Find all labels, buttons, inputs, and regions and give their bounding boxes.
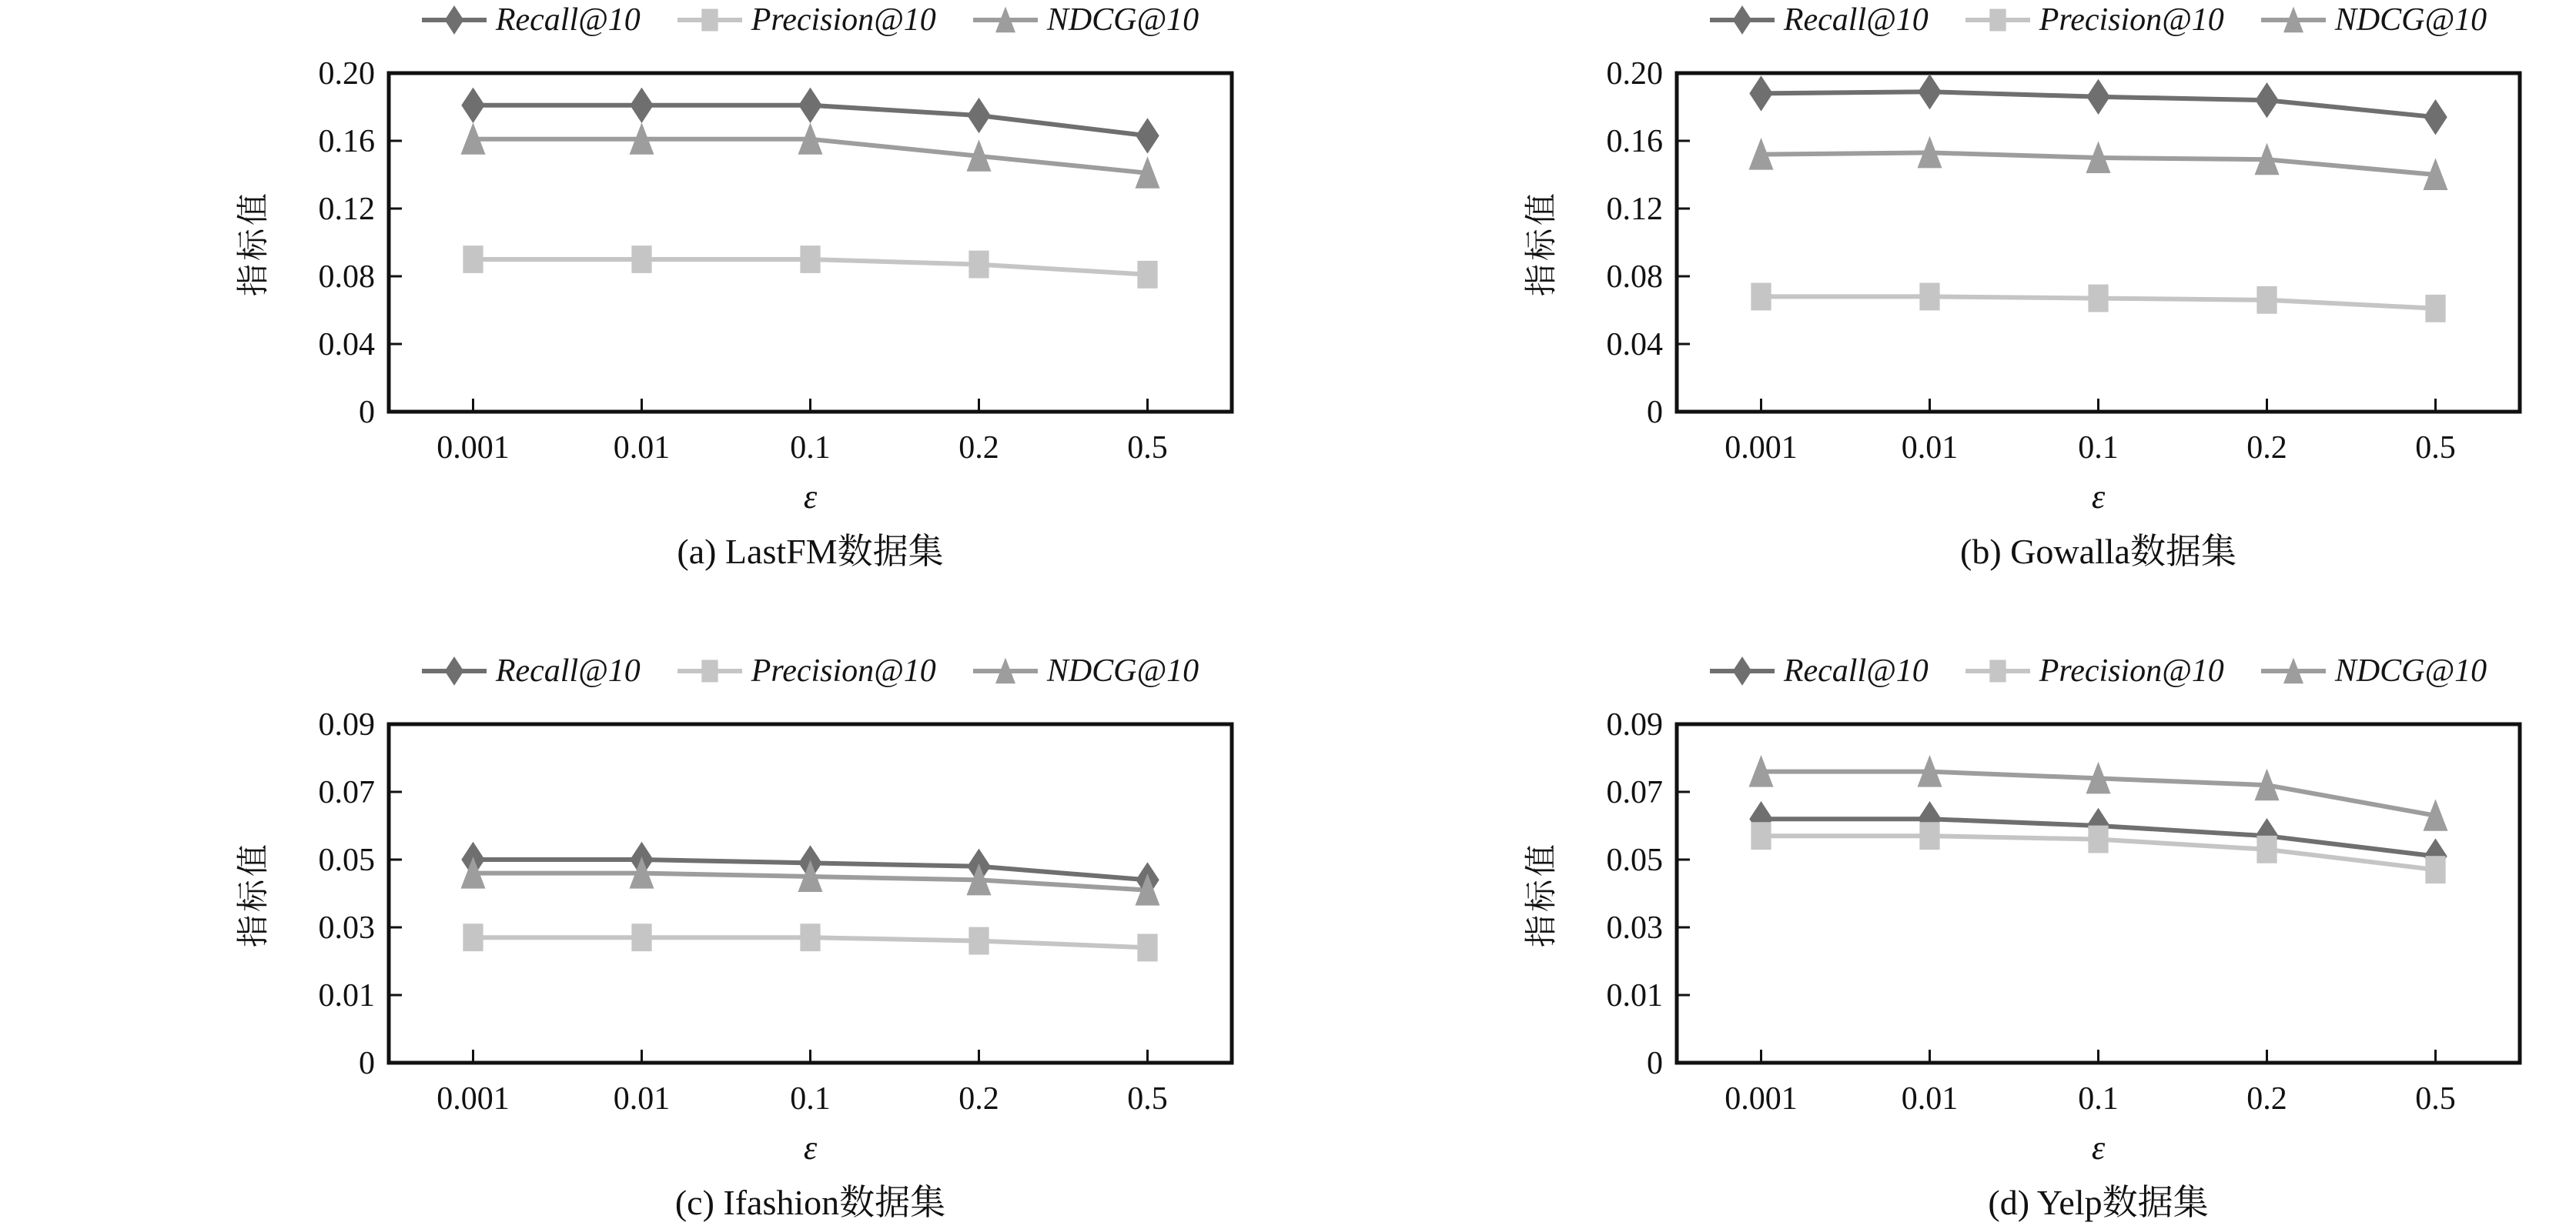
- svg-text:0.20: 0.20: [318, 56, 375, 92]
- legend-label: Recall@10: [1783, 653, 1929, 689]
- panel-lastfm: [0, 0, 1288, 614]
- legend: [389, 0, 1232, 40]
- svg-text:0.1: 0.1: [790, 430, 831, 466]
- legend: [1677, 0, 2520, 40]
- square-marker-icon: [677, 2, 742, 38]
- svg-text:0.16: 0.16: [1606, 124, 1663, 159]
- legend-item-ndcg: [2261, 653, 2487, 689]
- legend-item-recall: [422, 653, 641, 689]
- legend-item-precision: [677, 2, 936, 38]
- line-chart: [0, 690, 1288, 1167]
- panel-caption: (b) Gowalla数据集: [1960, 532, 2236, 571]
- legend-label: NDCG@10: [2334, 2, 2487, 38]
- svg-text:0.001: 0.001: [437, 1081, 510, 1117]
- panel-gowalla: [1288, 0, 2576, 614]
- diamond-marker-icon: [422, 2, 487, 38]
- panel-caption: (a) LastFM数据集: [677, 532, 944, 571]
- square-marker-icon: [677, 653, 742, 689]
- panel-caption: (d) Yelp数据集: [1988, 1183, 2209, 1222]
- legend-item-ndcg: [973, 2, 1199, 38]
- legend-label: Recall@10: [495, 653, 641, 689]
- triangle-marker-icon: [973, 2, 1038, 38]
- legend: [389, 651, 1232, 691]
- svg-text:0.01: 0.01: [1901, 430, 1959, 466]
- legend-item-ndcg: [973, 653, 1199, 689]
- triangle-marker-icon: [2261, 653, 2326, 689]
- svg-text:0.2: 0.2: [958, 430, 999, 466]
- diamond-marker-icon: [1710, 2, 1775, 38]
- svg-text:ε: ε: [2091, 478, 2106, 516]
- svg-text:0.2: 0.2: [958, 1081, 999, 1117]
- panel-caption: (c) Ifashion数据集: [674, 1183, 946, 1222]
- svg-text:0: 0: [1647, 1046, 1663, 1081]
- legend-label: NDCG@10: [1046, 2, 1199, 38]
- svg-text:0.5: 0.5: [2415, 430, 2456, 466]
- svg-text:0.2: 0.2: [2246, 430, 2287, 466]
- legend: [1677, 651, 2520, 691]
- svg-text:0.01: 0.01: [613, 1081, 671, 1117]
- diamond-marker-icon: [422, 653, 487, 689]
- legend-item-precision: [1965, 653, 2224, 689]
- svg-text:0.03: 0.03: [318, 910, 375, 946]
- svg-text:0.01: 0.01: [1901, 1081, 1959, 1117]
- svg-text:0.16: 0.16: [318, 124, 375, 159]
- svg-text:0.01: 0.01: [318, 978, 375, 1014]
- svg-text:0.05: 0.05: [318, 843, 375, 878]
- svg-text:0.5: 0.5: [1127, 430, 1168, 466]
- legend-label: Precision@10: [2039, 2, 2224, 38]
- svg-text:0.1: 0.1: [2078, 430, 2119, 466]
- legend-item-recall: [1710, 653, 1929, 689]
- svg-text:0.12: 0.12: [318, 192, 375, 227]
- line-chart: [1288, 38, 2576, 516]
- svg-text:0.08: 0.08: [1606, 259, 1663, 295]
- legend-item-precision: [677, 653, 936, 689]
- svg-text:0.01: 0.01: [1606, 978, 1663, 1014]
- legend-item-ndcg: [2261, 2, 2487, 38]
- svg-text:0.09: 0.09: [318, 707, 375, 743]
- svg-text:0.07: 0.07: [1606, 775, 1663, 810]
- svg-text:0.04: 0.04: [1606, 327, 1663, 362]
- svg-text:0: 0: [359, 395, 375, 430]
- panel-yelp: [1288, 614, 2576, 1229]
- legend-item-precision: [1965, 2, 2224, 38]
- svg-text:0: 0: [1647, 395, 1663, 430]
- legend-label: Recall@10: [495, 2, 641, 38]
- square-marker-icon: [1965, 653, 2030, 689]
- svg-text:0.001: 0.001: [437, 430, 510, 466]
- line-chart: [0, 38, 1288, 516]
- line-chart: [1288, 690, 2576, 1167]
- svg-text:0.2: 0.2: [2246, 1081, 2287, 1117]
- svg-text:0.01: 0.01: [613, 430, 671, 466]
- square-marker-icon: [1965, 2, 2030, 38]
- svg-text:0.5: 0.5: [1127, 1081, 1168, 1117]
- svg-text:0: 0: [359, 1046, 375, 1081]
- y-axis-label: 指标值: [236, 841, 272, 948]
- diamond-marker-icon: [1710, 653, 1775, 689]
- svg-text:0.1: 0.1: [2078, 1081, 2119, 1117]
- svg-text:ε: ε: [2091, 1129, 2106, 1167]
- svg-text:0.05: 0.05: [1606, 843, 1663, 878]
- legend-label: Precision@10: [2039, 653, 2224, 689]
- svg-text:0.04: 0.04: [318, 327, 375, 362]
- svg-text:0.07: 0.07: [318, 775, 375, 810]
- panel-ifashion: [0, 614, 1288, 1229]
- legend-label: Precision@10: [751, 2, 936, 38]
- svg-text:ε: ε: [803, 1129, 818, 1167]
- y-axis-label: 指标值: [1524, 841, 1560, 948]
- svg-text:0.001: 0.001: [1725, 430, 1798, 466]
- svg-text:ε: ε: [803, 478, 818, 516]
- legend-item-recall: [422, 2, 641, 38]
- svg-text:0.5: 0.5: [2415, 1081, 2456, 1117]
- triangle-marker-icon: [973, 653, 1038, 689]
- y-axis-label: 指标值: [236, 190, 272, 297]
- legend-item-recall: [1710, 2, 1929, 38]
- legend-label: Recall@10: [1783, 2, 1929, 38]
- svg-text:0.20: 0.20: [1606, 56, 1663, 92]
- legend-label: Precision@10: [751, 653, 936, 689]
- svg-text:0.09: 0.09: [1606, 707, 1663, 743]
- triangle-marker-icon: [2261, 2, 2326, 38]
- svg-text:0.1: 0.1: [790, 1081, 831, 1117]
- legend-label: NDCG@10: [1046, 653, 1199, 689]
- svg-text:0.001: 0.001: [1725, 1081, 1798, 1117]
- y-axis-label: 指标值: [1524, 190, 1560, 297]
- svg-text:0.03: 0.03: [1606, 910, 1663, 946]
- svg-text:0.12: 0.12: [1606, 192, 1663, 227]
- legend-label: NDCG@10: [2334, 653, 2487, 689]
- svg-text:0.08: 0.08: [318, 259, 375, 295]
